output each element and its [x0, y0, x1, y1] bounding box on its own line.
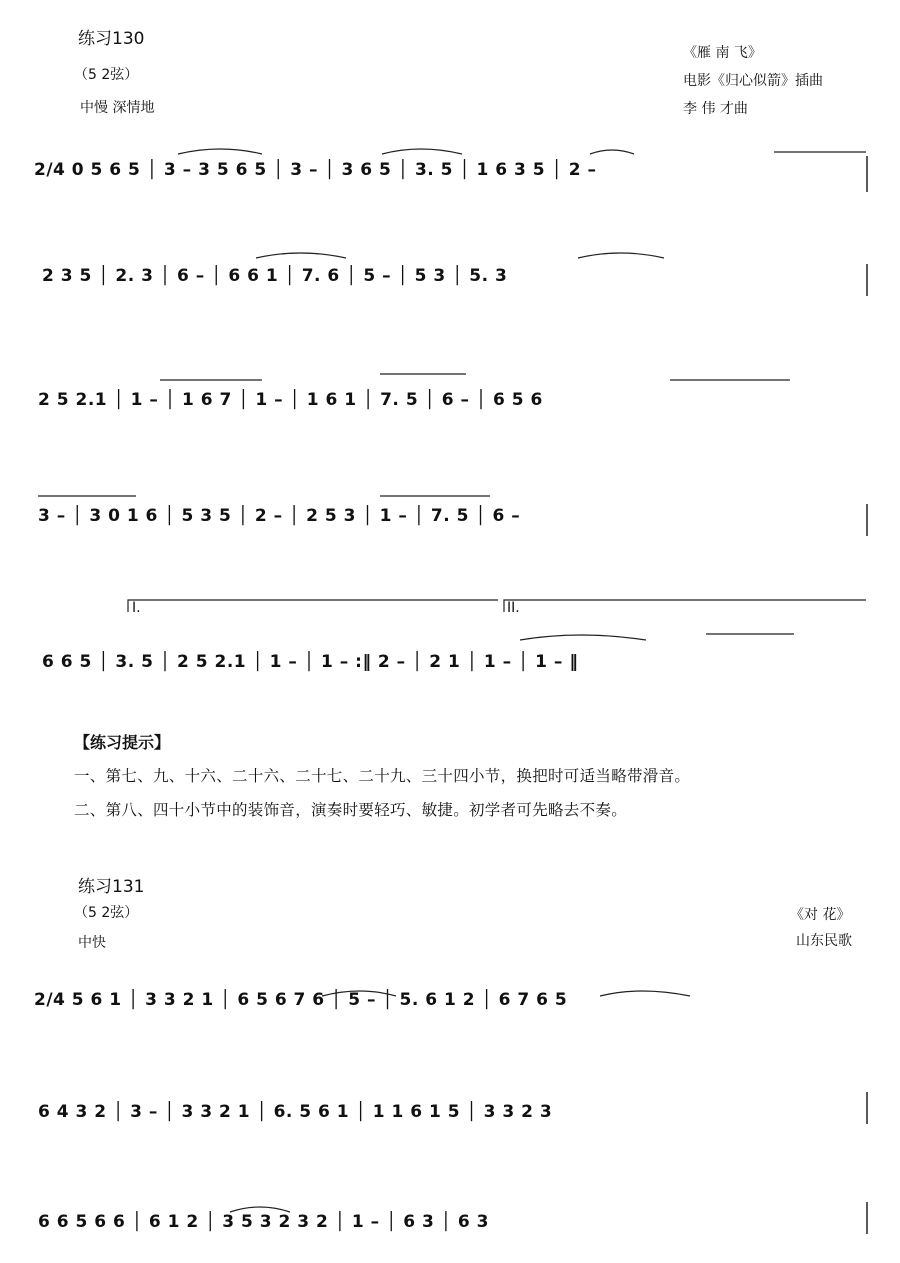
exercise-130-tempo: 中慢 深情地 — [80, 100, 155, 116]
score-131-row-2: 6 4 3 2 │ 3 – │ 3 3 2 1 │ 6. 5 6 1 │ 1 1 6 1 5 │ 3 3 2 3 — [38, 1102, 553, 1122]
exercise-130-source: 电影《归心似箭》插曲 — [683, 73, 823, 89]
tips-line-1: 一、第七、九、十六、二十六、二十七、二十九、三十四小节，换把时可适当略带滑音。 — [74, 767, 691, 785]
exercise-131-tuning: （5 2弦） — [74, 905, 139, 921]
exercise-131-source: 山东民歌 — [796, 933, 852, 949]
exercise-130-song-title: 《雁 南 飞》 — [683, 45, 762, 61]
exercise-130-composer: 李 伟 才曲 — [683, 101, 748, 117]
tips-heading: 【练习提示】 — [74, 733, 171, 752]
exercise-131-tempo: 中快 — [78, 935, 106, 951]
exercise-130-title: 练习130 — [78, 29, 145, 49]
exercise-131-title: 练习131 — [78, 877, 145, 897]
exercise-130-tuning: （5 2弦） — [74, 67, 139, 83]
score-131-row-1: 2/4 5 6 1 │ 3 3 2 1 │ 6 5 6 7 6 │ 5 – │ 5. 6 1 2 │ 6 7 6 5 — [34, 990, 568, 1010]
volta-1-label: I. — [132, 600, 141, 616]
score-130-row-4: 3 – │ 3 0 1 6 │ 5 3 5 │ 2 – │ 2 5 3 │ 1 – │ 7. 5 │ 6 – — [38, 506, 521, 526]
score-130-row-1: 2/4 0 5 6 5 │ 3 – 3 5 6 5 │ 3 – │ 3 6 5 │ 3. 5 │ 1 6 3 5 │ 2 – — [34, 160, 597, 180]
score-130-row-2: 2 3 5 │ 2. 3 │ 6 – │ 6 6 1 │ 7. 6 │ 5 – │ 5 3 │ 5. 3 — [42, 266, 508, 286]
score-130-row-5: 6 6 5 │ 3. 5 │ 2 5 2.1 │ 1 – │ 1 – :‖ 2 – │ 2 1 │ 1 – │ 1 – ‖ — [42, 652, 579, 672]
volta-2-label: II. — [507, 600, 520, 616]
tips-line-2: 二、第八、四十小节中的装饰音，演奏时要轻巧、敏捷。初学者可先略去不奏。 — [74, 801, 628, 819]
exercise-131-song-title: 《对 花》 — [790, 907, 851, 923]
score-131-row-3: 6 6 5 6 6 │ 6 1 2 │ 3 5 3 2 3 2 │ 1 – │ 6 3 │ 6 3 — [38, 1212, 489, 1232]
score-130-row-3: 2 5 2.1 │ 1 – │ 1 6 7 │ 1 – │ 1 6 1 │ 7. 5 │ 6 – │ 6 5 6 — [38, 390, 543, 410]
